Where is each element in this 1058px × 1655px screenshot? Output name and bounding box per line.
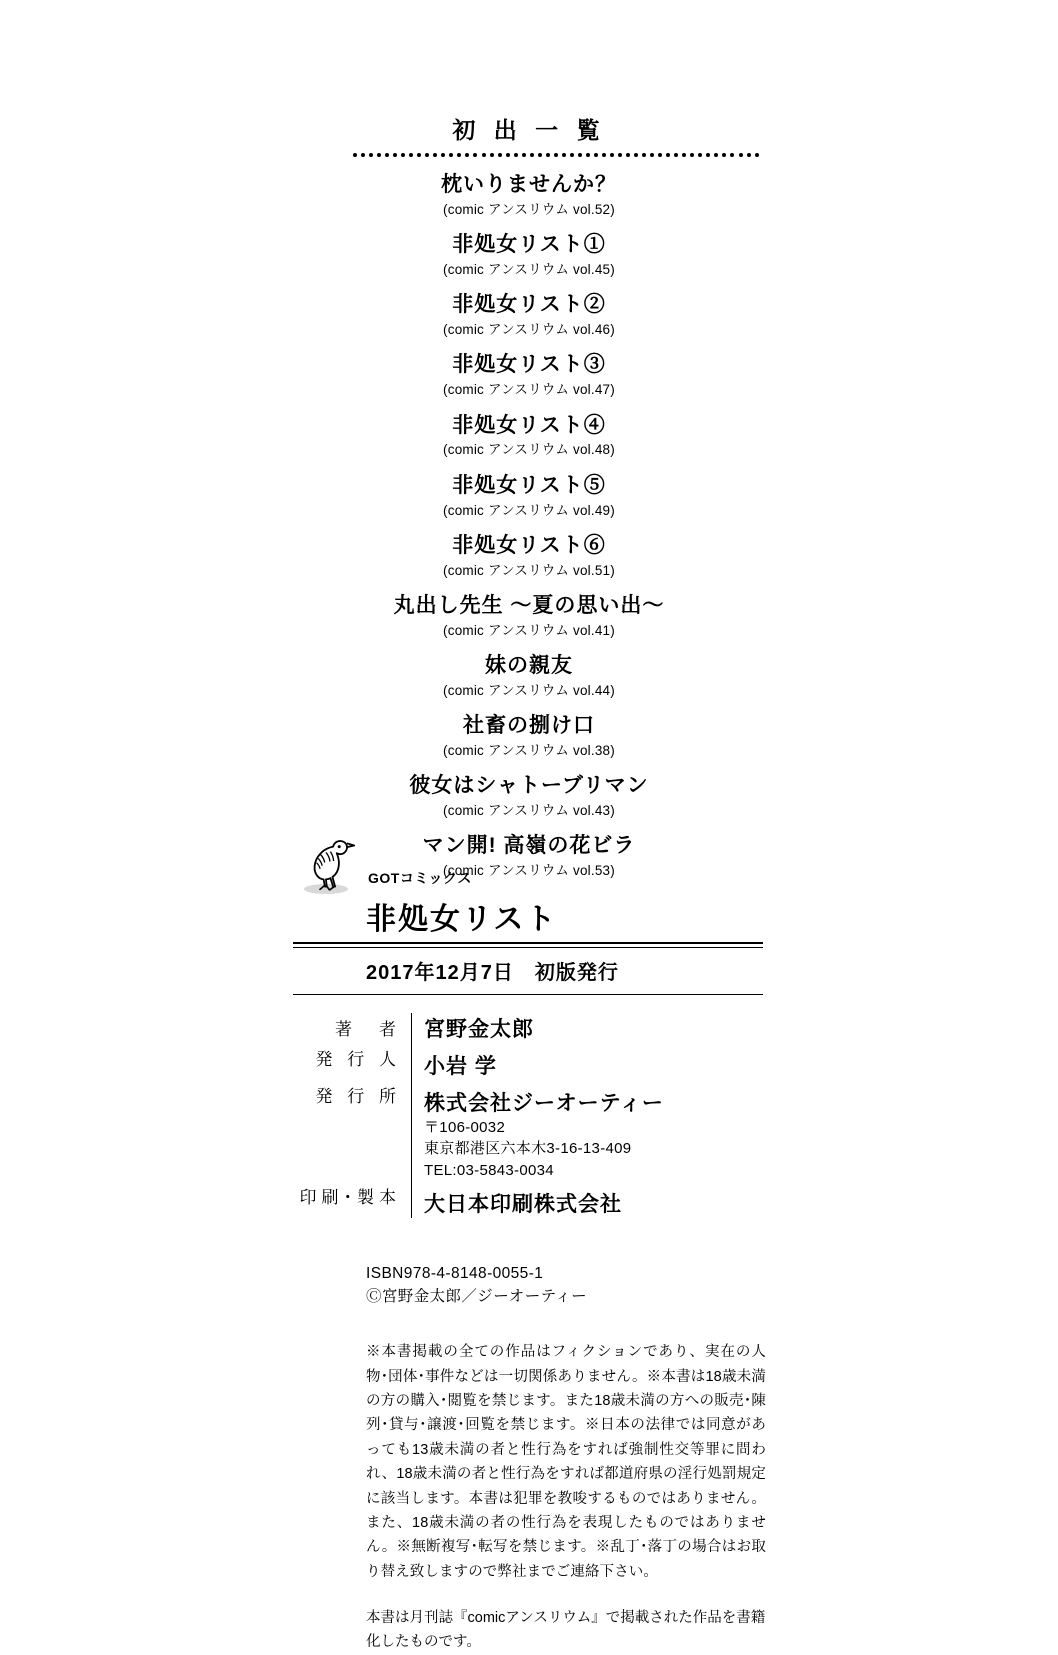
staff-address-line: TEL:03-5843-0034 — [424, 1161, 554, 1179]
publication-source: (comic アンスリウム vol.52) — [443, 201, 615, 217]
staff-row — [293, 1043, 763, 1080]
divider-dot — [626, 153, 630, 157]
publication-source: (comic アンスリウム vol.51) — [443, 562, 615, 578]
staff-table — [293, 1013, 763, 1218]
divider-dot — [393, 153, 397, 157]
staff-name: 宮野金太郎 — [424, 1018, 534, 1041]
title-rule-thin — [293, 947, 763, 948]
book-title: 非処女リスト — [366, 903, 558, 936]
staff-value-cell — [412, 1043, 763, 1080]
imprint-block — [293, 836, 766, 1655]
staff-row — [293, 1181, 763, 1218]
publication-title: 妹の親友 — [485, 654, 573, 677]
publication-entry — [0, 713, 1058, 761]
publication-title: 非処女リスト③ — [452, 353, 606, 377]
divider-dot — [353, 153, 357, 157]
publication-source: (comic アンスリウム vol.49) — [443, 502, 615, 518]
divider-dot — [562, 153, 566, 157]
divider-dot — [449, 153, 453, 157]
publication-entry — [0, 292, 1058, 340]
divider-dot — [522, 153, 526, 157]
divider-dot — [546, 153, 550, 157]
divider-dot — [441, 153, 445, 157]
publisher-logo-row — [293, 836, 763, 896]
staff-role: 発 行 人 — [315, 1050, 401, 1069]
divider-dot — [610, 153, 614, 157]
staff-row — [293, 1080, 763, 1181]
staff-name: 小岩 学 — [424, 1055, 497, 1078]
publication-title: 非処女リスト② — [452, 293, 606, 317]
dotted-divider — [353, 150, 759, 160]
divider-dot — [739, 153, 743, 157]
publication-title: 非処女リスト⑥ — [452, 533, 606, 557]
divider-dot — [457, 153, 461, 157]
publication-title: マン開! 高嶺の花ビラ — [422, 834, 636, 858]
publication-title: 非処女リスト④ — [452, 413, 606, 437]
publication-entry — [0, 653, 1058, 701]
title-rule-thick — [293, 942, 763, 944]
divider-dot — [578, 153, 582, 157]
divider-dot — [514, 153, 518, 157]
staff-name: 大日本印刷株式会社 — [424, 1192, 622, 1216]
publication-entry — [0, 232, 1058, 280]
staff-row — [293, 1013, 763, 1043]
divider-dot — [361, 153, 365, 157]
staff-name: 株式会社ジーオーティー — [424, 1092, 664, 1115]
divider-dot — [586, 153, 590, 157]
publication-title: 丸出し先生 ～夏の思い出～ — [393, 593, 665, 617]
isbn-block — [293, 1262, 763, 1309]
divider-dot — [730, 153, 734, 157]
divider-dot — [602, 153, 606, 157]
divider-dot — [642, 153, 646, 157]
bird-logo-icon — [296, 832, 366, 896]
date-rule — [293, 994, 763, 995]
publication-source: (comic アンスリウム vol.45) — [443, 262, 615, 277]
divider-dot — [698, 153, 702, 157]
staff-address-line: 東京都港区六本木3-16-13-409 — [424, 1140, 632, 1158]
publication-source: (comic アンスリウム vol.43) — [443, 803, 615, 819]
legal-notice: ※本書掲載の全ての作品はフィクションであり、実在の人物･団体･事件などは一切関係ありません。※本書は18歳未満の方の購入･閲覧を禁じます。また18歳未満の方への販売･陳列･貸与･譲渡･回覧を禁じます。※日本の法律では同意があっても13歳未満の者と性行為をすれば強制性交等罪に問われ、18歳未満の者と性行為をすれば都道府県の淫行処罰規定に該当します。本書は犯罪を教唆するものではありません。また、18歳未満の者の性行為を表現したものではありません。※無断複写･転写を禁じます。※乱丁･落丁の場合はお取り替え致しますので弊社までご連絡下さい。 — [366, 1344, 766, 1580]
divider-dot — [747, 153, 751, 157]
divider-dot — [490, 153, 494, 157]
publication-source: (comic アンスリウム vol.38) — [443, 743, 615, 758]
staff-value-cell — [412, 1181, 763, 1218]
divider-dot — [570, 153, 574, 157]
publication-title: 彼女はシャトーブリマン — [409, 774, 649, 798]
publication-entry — [0, 473, 1058, 521]
divider-dot — [433, 153, 437, 157]
staff-role: 著 者 — [335, 1020, 401, 1039]
divider-dot — [385, 153, 389, 157]
publication-source: (comic アンスリウム vol.46) — [443, 322, 615, 338]
publication-title: 非処女リスト① — [452, 233, 606, 257]
divider-dot — [714, 153, 718, 157]
divider-dot — [706, 153, 710, 157]
divider-dot — [674, 153, 678, 157]
divider-dot — [755, 153, 759, 157]
publication-entry — [0, 413, 1058, 461]
divider-dot — [417, 153, 421, 157]
isbn-number: ISBN978-4-8148-0055-1 — [366, 1264, 544, 1282]
divider-dot — [658, 153, 662, 157]
publication-entry — [0, 533, 1058, 581]
divider-dot — [425, 153, 429, 157]
staff-address-line: 〒106-0032 — [424, 1119, 506, 1136]
publication-source: (comic アンスリウム vol.48) — [443, 442, 615, 458]
publication-entry — [0, 593, 1058, 641]
publication-title: 社畜の捌け口 — [463, 714, 595, 738]
divider-dot — [554, 153, 558, 157]
staff-value-cell — [412, 1080, 763, 1181]
first-publication-list — [0, 172, 1058, 894]
divider-dot — [482, 153, 486, 157]
publication-source: (comic アンスリウム vol.41) — [443, 622, 615, 638]
staff-role: 発 行 所 — [315, 1087, 401, 1106]
staff-value-cell — [412, 1013, 763, 1043]
publication-entry — [0, 352, 1058, 400]
divider-dot — [682, 153, 686, 157]
divider-dot — [401, 153, 405, 157]
divider-dot — [538, 153, 542, 157]
serialization-note: 本書は月刊誌『comicアンスリウム』で掲載された作品を書籍化したものです。 — [366, 1609, 766, 1651]
divider-dot — [594, 153, 598, 157]
copyright-line: Ⓒ宮野金太郎／ジーオーティー — [366, 1288, 588, 1306]
divider-dot — [618, 153, 622, 157]
divider-dot — [650, 153, 654, 157]
divider-dot — [690, 153, 694, 157]
divider-dot — [506, 153, 510, 157]
publication-title: 枕いりませんか？ — [441, 173, 617, 196]
publication-entry — [0, 773, 1058, 821]
divider-dot — [498, 153, 502, 157]
divider-dot — [530, 153, 534, 157]
publication-source: (comic アンスリウム vol.47) — [443, 382, 615, 398]
publication-source: (comic アンスリウム vol.53) — [443, 863, 615, 879]
divider-dot — [409, 153, 413, 157]
publication-date: 2017年12月7日 初版発行 — [366, 962, 619, 984]
staff-role: 印刷･製本 — [299, 1187, 401, 1207]
publication-entry — [0, 172, 1058, 220]
divider-dot — [465, 153, 469, 157]
publication-source: (comic アンスリウム vol.44) — [443, 682, 615, 698]
publication-title: 非処女リスト⑤ — [452, 473, 606, 497]
divider-dot — [722, 153, 726, 157]
divider-dot — [473, 153, 477, 157]
page-title: 初 出 一 覧 — [452, 117, 606, 143]
imprint-label: GOTコミックス — [368, 870, 472, 886]
staff-table-body — [293, 1013, 763, 1218]
divider-dot — [634, 153, 638, 157]
divider-dot — [369, 153, 373, 157]
divider-dot — [377, 153, 381, 157]
divider-dot — [666, 153, 670, 157]
